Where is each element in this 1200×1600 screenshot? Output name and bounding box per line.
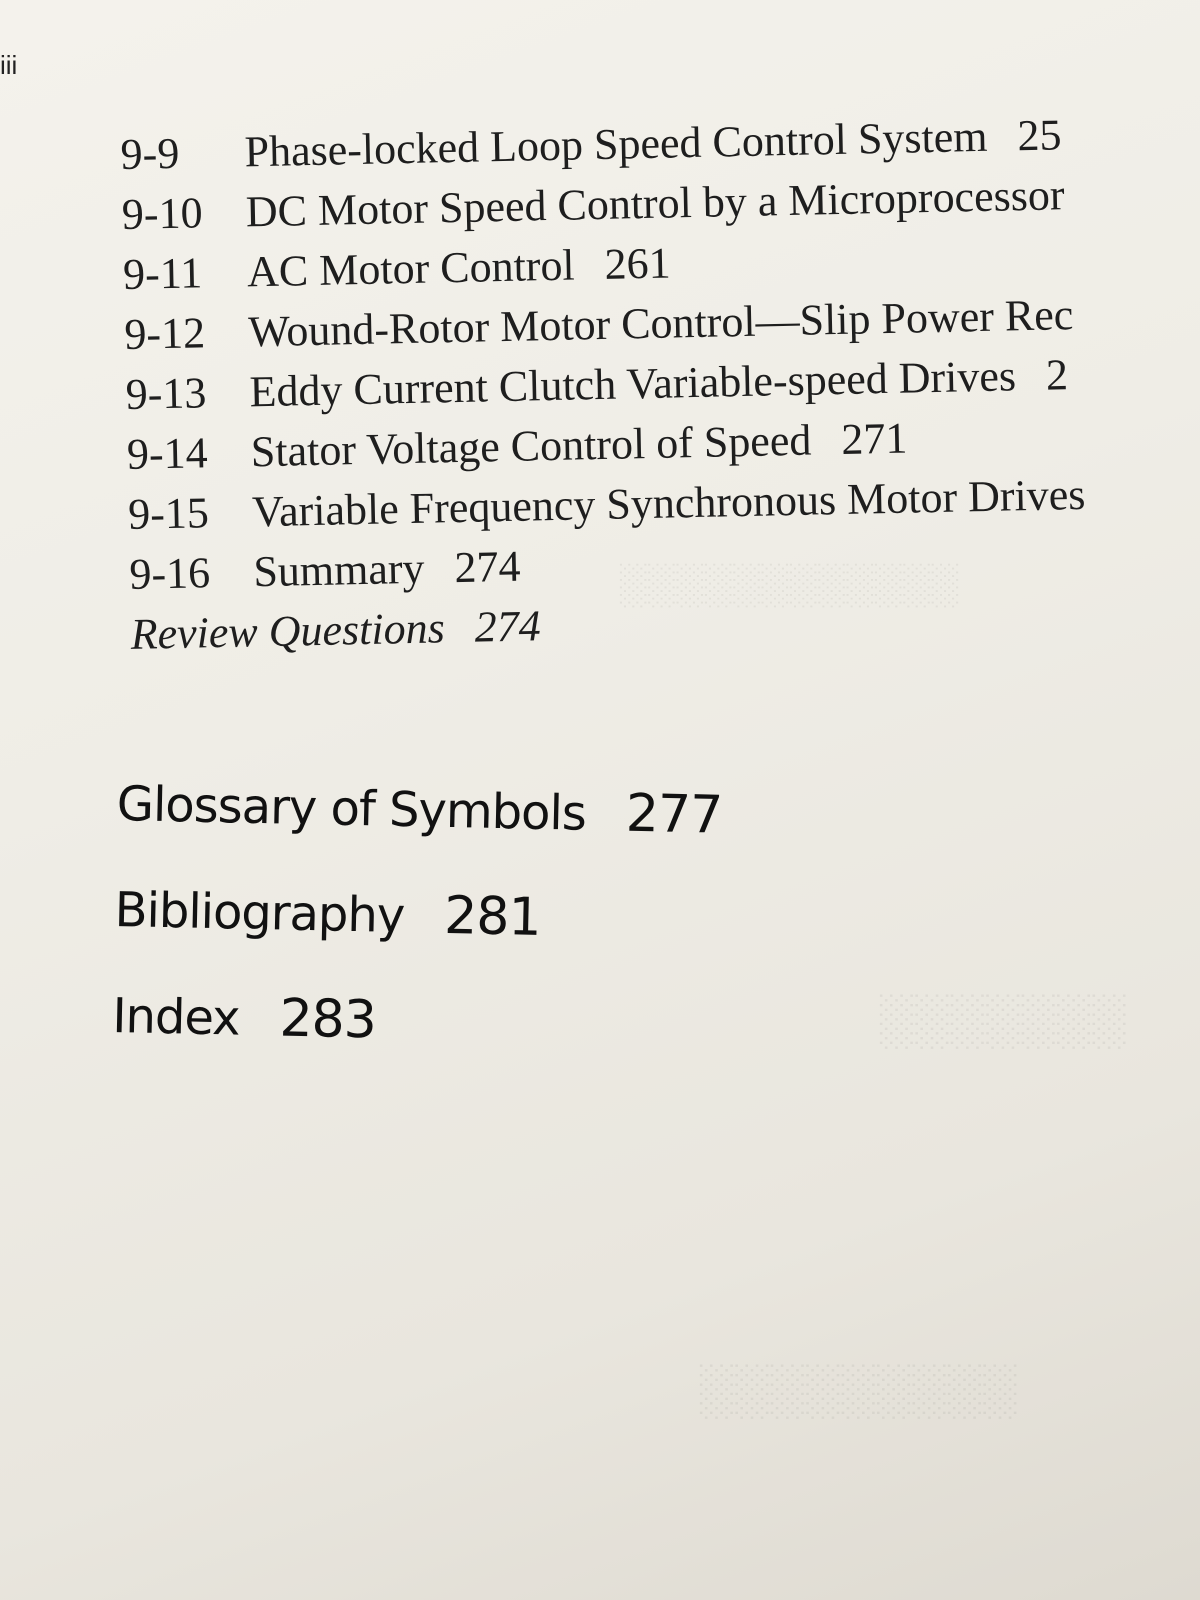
section-number: 9-13	[125, 368, 207, 419]
review-questions-page: 274	[474, 601, 542, 652]
section-number: 9-16	[128, 548, 211, 599]
back-matter-list	[111, 750, 723, 1081]
section-page	[1094, 170, 1095, 219]
review-questions-title: Review Questions	[130, 603, 446, 659]
section-title: Variable Frequency Synchronous Motor Drives	[251, 469, 1086, 537]
show-through-text: ░░░░░░░░░░░░	[620, 561, 961, 606]
back-matter-page: 283	[278, 988, 377, 1051]
section-number: 9-14	[126, 428, 209, 479]
section-number: 9-10	[121, 188, 204, 239]
section-title: Phase-locked Loop Speed Control System	[244, 111, 988, 177]
section-number: 9-12	[123, 308, 206, 359]
section-page: 261	[604, 238, 672, 289]
section-number: 9-9	[120, 128, 180, 179]
back-matter-page: 277	[625, 783, 723, 846]
back-matter-title: Glossary of Symbols	[116, 775, 587, 842]
back-matter-title: Bibliography	[114, 881, 405, 945]
section-title: AC Motor Control	[246, 240, 576, 297]
section-page	[1115, 469, 1116, 518]
section-page	[1103, 289, 1104, 338]
section-number: 9-11	[122, 248, 203, 299]
section-page: 271	[840, 413, 908, 464]
section-title: Eddy Current Clutch Variable-speed Drives	[249, 351, 1017, 417]
section-title: DC Motor Speed Control by a Microprocessor	[245, 170, 1065, 237]
section-page: 274	[453, 541, 521, 593]
section-title: Stator Voltage Control of Speed	[250, 415, 812, 477]
show-through-text: ░░░░░░░░░	[700, 1361, 1019, 1417]
back-matter-title: Index	[111, 987, 241, 1047]
page-number: iii	[0, 50, 18, 80]
show-through-text: ░░░░░░░	[880, 991, 1128, 1047]
section-page: 25	[1016, 110, 1062, 161]
back-matter-entry	[111, 962, 718, 1081]
section-title: Wound-Rotor Motor Control—Slip Power Rec	[247, 290, 1074, 357]
back-matter-entry	[116, 750, 723, 869]
section-number: 9-15	[127, 488, 210, 539]
back-matter-page: 281	[443, 885, 542, 948]
table-of-contents	[120, 102, 1200, 664]
section-page: 2	[1045, 350, 1069, 400]
back-matter-entry	[114, 856, 721, 975]
section-title: Summary	[252, 543, 425, 597]
